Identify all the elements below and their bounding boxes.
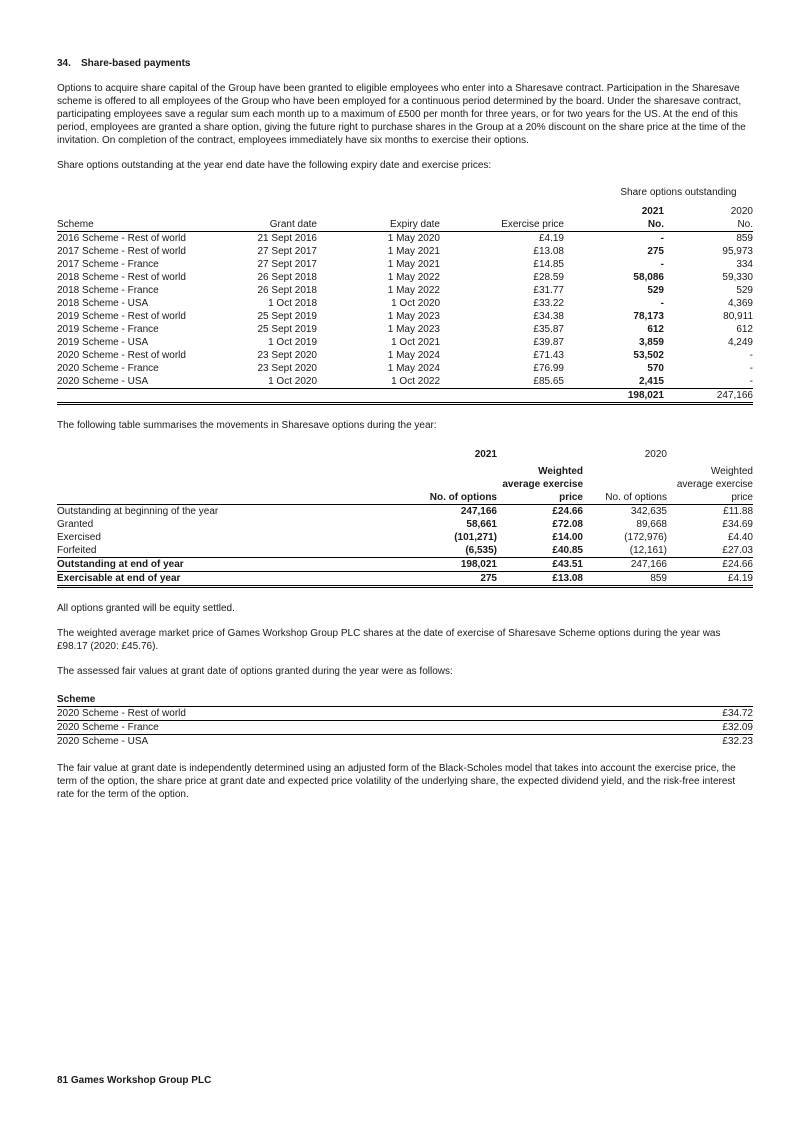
cell-value: £34.69 [722, 519, 753, 530]
h-no-options-2021: No. of options [397, 491, 497, 505]
year-2021: 2021 [641, 206, 664, 217]
table-row [57, 336, 753, 349]
cell-value: 342,635 [630, 506, 667, 517]
table-row [57, 297, 753, 310]
h-weighted-2020: Weighted [710, 466, 753, 477]
h-avg-ex-2020: average exercise [676, 479, 753, 490]
cell-value: - [749, 350, 753, 361]
table-row [57, 245, 753, 258]
cell-value: £24.66 [667, 558, 753, 572]
cell-value: 2020 Scheme - Rest of world [57, 350, 186, 361]
cell-value: - [660, 233, 664, 244]
outstanding-intro: Share options outstanding at the year end date have the following expiry date and exercise prices: [57, 160, 492, 171]
col-header: Scheme [57, 218, 247, 232]
table-row [57, 531, 753, 544]
table-row [57, 232, 753, 246]
mv-year-2020: 2020 [644, 449, 667, 460]
cell-value: £4.19 [538, 233, 564, 244]
cell-value: - [664, 375, 753, 389]
cell-value: 275 [397, 572, 497, 587]
cell-value: £13.08 [533, 246, 564, 257]
cell-value: 1 Oct 2020 [391, 298, 440, 309]
cell-value: 2018 Scheme - France [57, 285, 159, 296]
cell-value: 334 [736, 259, 753, 270]
row-label: Forfeited [57, 545, 97, 556]
cell-value: 2016 Scheme - Rest of world [57, 233, 186, 244]
col-header: Exercise price [440, 218, 564, 232]
cell-value: 275 [647, 246, 664, 257]
table-row [57, 544, 753, 558]
table-row [57, 271, 753, 284]
mv-year-2021: 2021 [474, 449, 497, 460]
section-heading [57, 58, 753, 69]
cell-value: 78,173 [633, 311, 664, 322]
cell-value: £40.85 [552, 545, 583, 556]
row-label: 2020 Scheme - Rest of world [57, 707, 657, 721]
cell-value: 53,502 [633, 350, 664, 361]
cell-value: 1 May 2022 [387, 272, 440, 283]
col-header: No. [564, 218, 664, 232]
cell-value: £34.72 [657, 707, 753, 721]
table-total-row [57, 389, 753, 404]
cell-value: 1 Oct 2020 [247, 375, 317, 389]
row-label: 2020 Scheme - USA [57, 736, 149, 747]
fair-values-table [57, 693, 753, 748]
cell-value: £4.40 [727, 532, 753, 543]
cell-value: 80,911 [723, 311, 753, 322]
h-no-options-2020: No. of options [583, 491, 667, 505]
col-header: Expiry date [317, 218, 440, 232]
h-weighted-2021: Weighted [538, 466, 583, 477]
section-number: 34. [57, 58, 71, 69]
equity-settled-paragraph: All options granted will be equity settled. [57, 603, 235, 614]
market-price-paragraph: The weighted average market price of Games Workshop Group PLC shares at the date of exercise of Sharesave Scheme options during the year was £98.17 (2020: £45.76). [57, 628, 721, 652]
page [57, 58, 753, 813]
cell-value: £11.88 [723, 506, 753, 517]
cell-value: (12,161) [629, 545, 667, 556]
row-label: Outstanding at end of year [57, 558, 397, 572]
table-row [57, 375, 753, 389]
cell-value: 570 [647, 363, 664, 374]
fair-values-header-row [57, 693, 753, 707]
cell-value: 1 May 2022 [387, 285, 440, 296]
cell-value: 21 Sept 2016 [257, 233, 317, 244]
cell-value: 612 [647, 324, 664, 335]
cell-value: 1 Oct 2019 [268, 337, 317, 348]
cell-value: 2019 Scheme - USA [57, 337, 149, 348]
table-year-row [57, 205, 753, 218]
cell-value: 1 May 2021 [387, 259, 440, 270]
cell-value: 2019 Scheme - France [57, 324, 159, 335]
movements-header-row-3 [57, 491, 753, 505]
fair-values-body [57, 707, 753, 749]
cell-value: 2019 Scheme - Rest of world [57, 311, 186, 322]
cell-value: (101,271) [454, 532, 497, 543]
intro-paragraph: Options to acquire share capital of the Group have been granted to eligible employees who enter into a Sharesave contract. Participation in the Sharesave scheme is offered to all employees of the Group who have been employed for a continuous period determined by the board. Under the sharesave contract, participating employees save a regular sum each month up to a maximum of £500 per month for three years, or for two years for the US. At the end of this period, employees are granted a share option, giving the future right to purchase shares in the Group at a 20% discount on the share price at the time of the invitation. On completion of the contract, employees immediately have six months to exercise their options. [57, 83, 746, 146]
cell-value: £34.38 [533, 311, 564, 322]
cell-value: £33.22 [533, 298, 564, 309]
table-row [57, 505, 753, 519]
cell-value: 89,668 [636, 519, 667, 530]
cell-value: 198,021 [397, 558, 497, 572]
cell-value: £76.99 [533, 363, 564, 374]
h-price-2020: price [667, 491, 753, 505]
cell-value: 59,330 [722, 272, 753, 283]
cell-value: 58,086 [633, 272, 664, 283]
movements-header-row-2 [57, 478, 753, 491]
cell-value: 1 Oct 2021 [391, 337, 440, 348]
cell-value: 25 Sept 2019 [257, 324, 317, 335]
cell-value: - [749, 363, 753, 374]
cell-value: 1 Oct 2022 [317, 375, 440, 389]
cell-value: 23 Sept 2020 [257, 350, 317, 361]
cell-value: 529 [736, 285, 753, 296]
cell-value: 27 Sept 2017 [257, 259, 317, 270]
cell-value: 26 Sept 2018 [257, 285, 317, 296]
cell-value: 1 May 2023 [387, 311, 440, 322]
cell-value: 1 May 2020 [387, 233, 440, 244]
table-row [57, 735, 753, 749]
cell-value: 23 Sept 2020 [257, 363, 317, 374]
fair-values-intro: The assessed fair values at grant date of options granted during the year were as follows: [57, 666, 453, 677]
table-row [57, 721, 753, 735]
cell-value: 859 [736, 233, 753, 244]
cell-value: 3,859 [638, 337, 664, 348]
page-footer: 81 Games Workshop Group PLC [57, 1075, 212, 1086]
table-row [57, 323, 753, 336]
black-scholes-paragraph: The fair value at grant date is independently determined using an adjusted form of the Black-Scholes model that takes into account the exercise price, the term of the option, the share price at grant date and expected price volatility of the underlying share, the expected dividend yield, and the risk-free interest rate for the term of the option. [57, 763, 736, 800]
h-avg-ex-2021: average exercise [502, 479, 583, 490]
table-row [57, 258, 753, 271]
table-row [57, 707, 753, 721]
cell-value: £13.08 [497, 572, 583, 587]
movements-year-row [57, 448, 753, 461]
movements-intro: The following table summarises the movements in Sharesave options during the year: [57, 420, 437, 431]
cell-value: 95,973 [722, 246, 753, 257]
cell-value: £72.08 [552, 519, 583, 530]
cell-value: 2017 Scheme - France [57, 259, 159, 270]
fv-header: Scheme [57, 693, 657, 707]
cell-value: £71.43 [533, 350, 564, 361]
outstanding-body [57, 232, 753, 389]
table-row [57, 362, 753, 375]
row-label: Granted [57, 519, 94, 530]
cell-value: 2018 Scheme - Rest of world [57, 272, 186, 283]
cell-value: 4,369 [727, 298, 753, 309]
cell-value: 1 May 2021 [387, 246, 440, 257]
cell-value: 2020 Scheme - USA [57, 375, 247, 389]
cell-value: 1 May 2023 [387, 324, 440, 335]
section-title: Share-based payments [81, 58, 191, 69]
total-2021: 198,021 [564, 389, 664, 404]
row-label: Outstanding at beginning of the year [57, 506, 219, 517]
movements-body [57, 505, 753, 558]
year-2020: 2020 [730, 206, 753, 217]
cell-value: 2018 Scheme - USA [57, 298, 149, 309]
cell-value: 26 Sept 2018 [257, 272, 317, 283]
cell-value: £85.65 [440, 375, 564, 389]
cell-value: 1 May 2024 [387, 363, 440, 374]
cell-value: 247,166 [583, 558, 667, 572]
cell-value: 529 [647, 285, 664, 296]
cell-value: - [660, 298, 664, 309]
table-group-header-row [57, 186, 753, 199]
cell-value: 25 Sept 2019 [257, 311, 317, 322]
cell-value: £32.23 [722, 736, 753, 747]
col-header: No. [664, 218, 753, 232]
cell-value: 2,415 [564, 375, 664, 389]
outstanding-end-row [57, 558, 753, 572]
group-header: Share options outstanding [620, 187, 737, 198]
movements-table [57, 448, 753, 588]
cell-value: £28.59 [533, 272, 564, 283]
cell-value: £31.77 [533, 285, 564, 296]
table-row [57, 310, 753, 323]
cell-value: 4,249 [727, 337, 753, 348]
table-row [57, 349, 753, 362]
cell-value: £14.00 [552, 532, 583, 543]
cell-value: 2020 Scheme - France [57, 363, 159, 374]
row-label: Exercisable at end of year [57, 572, 397, 587]
outstanding-options-table [57, 186, 753, 405]
h-price-2021: price [497, 491, 583, 505]
cell-value: 1 Oct 2018 [268, 298, 317, 309]
movements-header-row-1 [57, 465, 753, 478]
cell-value: 859 [583, 572, 667, 587]
cell-value: £35.87 [533, 324, 564, 335]
table-header-row [57, 218, 753, 232]
cell-value: 27 Sept 2017 [257, 246, 317, 257]
col-header: Grant date [247, 218, 317, 232]
table-row [57, 284, 753, 297]
cell-value: £4.19 [667, 572, 753, 587]
row-label: Exercised [57, 532, 101, 543]
cell-value: 2017 Scheme - Rest of world [57, 246, 186, 257]
exercisable-end-row [57, 572, 753, 587]
cell-value: 612 [736, 324, 753, 335]
cell-value: 247,166 [460, 506, 497, 517]
cell-value: £39.87 [533, 337, 564, 348]
cell-value: 58,661 [466, 519, 497, 530]
table-row [57, 518, 753, 531]
cell-value: (172,976) [624, 532, 667, 543]
cell-value: £14.85 [533, 259, 564, 270]
row-label: 2020 Scheme - France [57, 721, 657, 735]
cell-value: - [660, 259, 664, 270]
cell-value: 1 May 2024 [387, 350, 440, 361]
cell-value: £27.03 [722, 545, 753, 556]
cell-value: £43.51 [497, 558, 583, 572]
cell-value: £32.09 [657, 721, 753, 735]
cell-value: £24.66 [552, 506, 583, 517]
cell-value: (6,535) [465, 545, 497, 556]
total-2020: 247,166 [664, 389, 753, 404]
